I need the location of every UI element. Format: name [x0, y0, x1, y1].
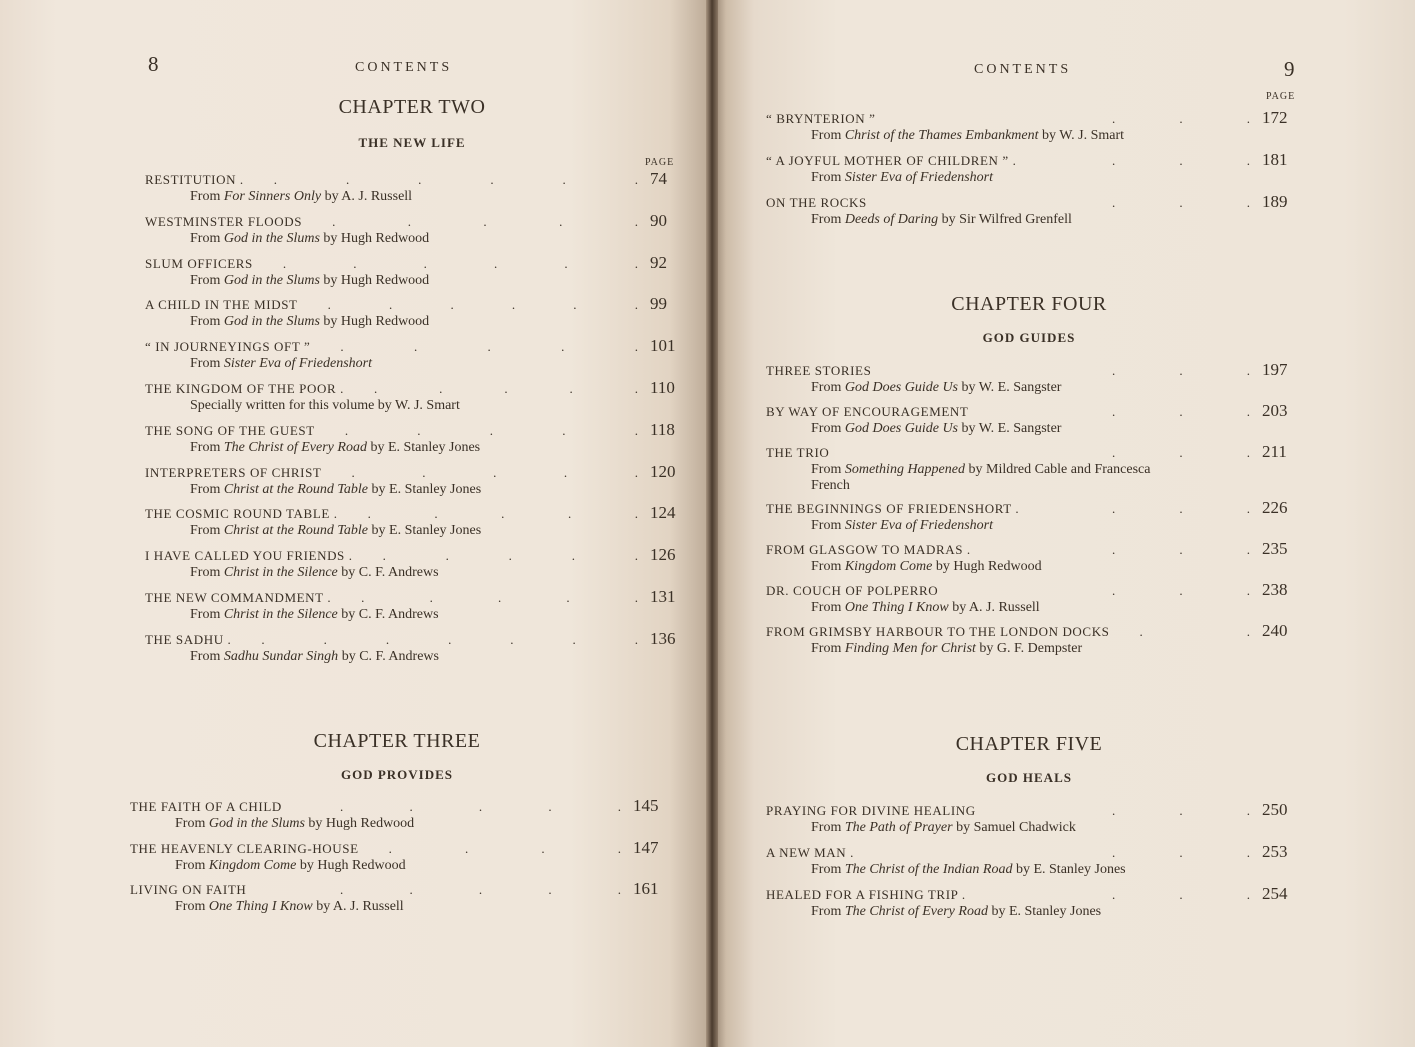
source-author: by E. Stanley Jones: [366, 439, 481, 455]
entry-source: [190, 607, 439, 623]
source-prefix: From: [811, 600, 845, 615]
chapter-title: CHAPTER TWO: [338, 96, 486, 118]
source-work-title: God Does Guide Us: [844, 421, 958, 437]
entry-source: [175, 816, 414, 832]
source-author: by C. F. Andrews: [338, 648, 439, 664]
entry-title: INTERPRETERS OF CHRIST: [145, 464, 322, 480]
entry-title: SLUM OFFICERS: [145, 255, 253, 271]
page-column-label: PAGE: [1266, 91, 1296, 102]
source-author: by C. F. Andrews: [337, 565, 439, 581]
source-author: by Samuel Chadwick: [952, 820, 1076, 835]
entry-page-number: 92: [650, 252, 667, 272]
dot-leader: . . .: [1112, 195, 1250, 210]
dot-leader: . . . . .: [340, 799, 621, 814]
entry-source: [190, 523, 481, 539]
source-author: by Hugh Redwood: [932, 558, 1042, 574]
source-author: by E. Stanley Jones: [368, 481, 482, 497]
dot-leader: . . . . . . .: [261, 631, 638, 647]
entry-page-number: 147: [633, 837, 659, 857]
page-number: 8: [148, 52, 159, 76]
source-work-title: Finding Men for Christ: [844, 641, 976, 657]
dot-leader: . . . . .: [340, 339, 638, 355]
entry-page-number: 110: [650, 378, 675, 397]
source-prefix: From: [190, 565, 224, 581]
dot-leader: . .: [1139, 624, 1250, 640]
dot-leader: . . .: [1112, 500, 1250, 516]
toc-entry: [766, 150, 1296, 193]
entry-source: [811, 128, 1124, 144]
entry-page-number: 254: [1262, 884, 1288, 903]
toc-entry: [145, 336, 676, 379]
toc-entry: [766, 842, 1296, 885]
entry-page-number: 211: [1262, 442, 1287, 462]
entry-page-number: 172: [1262, 108, 1288, 127]
entry-title: THE NEW COMMANDMENT .: [145, 590, 332, 605]
entry-source: [190, 565, 439, 581]
entry-page-number: 120: [650, 461, 676, 481]
toc-entry: [130, 837, 660, 881]
toc-entry: [766, 108, 1296, 151]
dot-leader: . . .: [1112, 111, 1250, 126]
dot-leader: . . . . .: [361, 590, 638, 605]
entry-title: A NEW MAN .: [766, 845, 854, 860]
dot-leader: . . .: [1112, 803, 1250, 818]
entry-title: THE COSMIC ROUND TABLE .: [145, 506, 338, 522]
source-work-title: God in the Slums: [208, 816, 305, 831]
dot-leader: . . .: [1112, 583, 1250, 598]
toc-entry: [145, 545, 676, 588]
source-work-title: Christ in the Silence: [223, 607, 338, 622]
entry-title: THE KINGDOM OF THE POOR .: [145, 381, 344, 396]
source-prefix: From: [811, 128, 845, 143]
dot-leader: . . .: [1112, 541, 1250, 557]
source-author: by E. Stanley Jones: [987, 904, 1102, 919]
toc-entry: [145, 169, 675, 212]
entry-source: [175, 899, 404, 915]
entry-page-number: 90: [650, 210, 667, 230]
toc-entry: [145, 503, 676, 546]
toc-entry: [145, 419, 675, 463]
toc-entry: [766, 192, 1296, 235]
dot-leader: . . .: [1112, 887, 1250, 902]
source-prefix: From: [811, 862, 845, 877]
source-prefix: From: [175, 857, 209, 873]
toc-entry: [145, 587, 676, 630]
source-prefix: From: [190, 230, 224, 246]
toc-entry: [145, 461, 676, 505]
entry-source: [811, 421, 1061, 437]
chapter-title: CHAPTER FOUR: [951, 293, 1107, 315]
toc-entry: [145, 378, 675, 421]
dot-leader: . . .: [1112, 845, 1250, 860]
source-author: by Sir Wilfred Grenfell: [938, 212, 1072, 227]
entry-page-number: 189: [1262, 192, 1288, 211]
entry-page-number: 161: [633, 879, 659, 898]
running-head: CONTENTS: [974, 62, 1072, 77]
entry-title: “ BRYNTERION ”: [766, 111, 876, 126]
book-gutter: [706, 0, 718, 1047]
toc-entry: [766, 800, 1296, 843]
entry-page-number: 131: [650, 587, 676, 606]
entry-title: THE SADHU .: [145, 631, 232, 647]
entry-page-number: 253: [1262, 842, 1288, 861]
dot-leader: . . . . .: [344, 422, 638, 438]
entry-page-number: 181: [1262, 150, 1288, 169]
entry-page-number: 240: [1262, 621, 1288, 641]
source-prefix: From: [190, 356, 224, 372]
source-work-title: Kingdom Come: [208, 857, 297, 873]
source-prefix: From: [811, 517, 845, 533]
chapter-subtitle: GOD GUIDES: [982, 330, 1076, 345]
source-work-title: Christ at the Round Table: [223, 481, 369, 497]
page-column-label: PAGE: [645, 157, 675, 168]
entry-title: FROM GLASGOW TO MADRAS .: [766, 541, 971, 557]
source-author: by W. J. Smart: [1038, 128, 1125, 143]
toc-entry: [145, 628, 676, 672]
entry-source: [190, 356, 372, 372]
entry-title: THE BEGINNINGS OF FRIEDENSHORT .: [766, 500, 1020, 516]
source-work-title: God in the Slums: [223, 314, 320, 330]
entry-source: [190, 231, 429, 247]
source-prefix: From: [811, 820, 845, 835]
entry-source: [190, 649, 439, 665]
entry-source: [811, 559, 1042, 575]
entry-page-number: 238: [1262, 580, 1288, 599]
source-prefix: From: [811, 212, 845, 227]
entry-title: THE FAITH OF A CHILD: [130, 799, 282, 814]
source-work-title: God in the Slums: [223, 230, 320, 246]
source-prefix: From: [811, 904, 845, 919]
source-work-title: Christ in the Silence: [223, 565, 338, 581]
dot-leader: . . . . .: [351, 464, 638, 480]
entry-page-number: 126: [650, 545, 676, 565]
dot-leader: . . .: [1112, 404, 1250, 420]
entry-source: [811, 170, 993, 186]
toc-entry: [766, 884, 1296, 927]
source-work-title: One Thing I Know: [844, 600, 949, 615]
entry-title: RESTITUTION .: [145, 172, 244, 187]
source-prefix: From: [190, 607, 224, 622]
entry-source: [190, 314, 429, 330]
chapter-subtitle: GOD PROVIDES: [340, 767, 454, 782]
source-prefix: From: [190, 439, 224, 455]
chapter-subtitle: THE NEW LIFE: [358, 135, 466, 150]
entry-page-number: 101: [650, 336, 676, 356]
entry-page-number: 118: [650, 419, 675, 439]
source-prefix: From: [175, 816, 209, 831]
entry-source: [811, 600, 1040, 616]
source-author: by C. F. Andrews: [337, 607, 439, 622]
source-work-title: The Christ of Every Road: [844, 904, 988, 919]
entry-page-number: 124: [650, 503, 676, 523]
entry-title: A CHILD IN THE MIDST: [145, 297, 298, 313]
entry-page-number: 99: [650, 294, 667, 314]
source-author: by W. E. Sangster: [958, 421, 1062, 437]
source-prefix: From: [811, 462, 845, 478]
entry-source: [190, 398, 460, 414]
source-prefix: From: [190, 648, 224, 664]
source-work-title: For Sinners Only: [223, 189, 322, 204]
entry-title: THREE STORIES: [766, 363, 872, 378]
right-page: [712, 0, 1415, 1047]
source-prefix: From: [811, 641, 845, 657]
entry-source-continued: French: [811, 478, 850, 494]
source-work-title: Sister Eva of Friedenshort: [844, 517, 993, 533]
source-prefix: From: [190, 523, 224, 539]
entry-page-number: 74: [650, 169, 667, 188]
dot-leader: . . .: [1112, 363, 1250, 378]
dot-leader: . . . . .: [332, 213, 638, 229]
entry-source: [811, 820, 1076, 836]
toc-entry: [130, 879, 660, 922]
toc-entry: [145, 252, 675, 296]
source-work-title: Sister Eva of Friedenshort: [844, 170, 993, 185]
source-prefix: Specially written for this volume by W. J. Smart: [190, 398, 460, 413]
source-author: by A. J. Russell: [312, 899, 404, 914]
source-prefix: From: [811, 170, 845, 185]
toc-entry: [766, 621, 1296, 664]
entry-title: “ IN JOURNEYINGS OFT ”: [145, 339, 311, 355]
source-prefix: From: [190, 272, 224, 288]
source-prefix: From: [175, 899, 209, 914]
toc-entry: [766, 497, 1296, 541]
source-author: by Mildred Cable and Francesca: [965, 462, 1151, 478]
source-work-title: The Christ of Every Road: [223, 439, 367, 455]
dot-leader: . . . . .: [382, 548, 638, 564]
entry-page-number: 250: [1262, 800, 1288, 819]
source-author: by E. Stanley Jones: [368, 523, 482, 539]
dot-leader: . . . .: [388, 840, 621, 856]
source-author: by W. E. Sangster: [958, 380, 1062, 395]
toc-entry: [145, 294, 675, 337]
chapter-title: CHAPTER FIVE: [955, 733, 1103, 755]
entry-title: PRAYING FOR DIVINE HEALING: [766, 803, 976, 818]
dot-leader: . . . . .: [367, 506, 638, 522]
source-author: by Hugh Redwood: [296, 857, 406, 873]
toc-entry: [766, 360, 1296, 403]
source-prefix: From: [811, 421, 845, 437]
entry-source: [811, 641, 1082, 657]
dot-leader: . . . . . .: [327, 297, 638, 313]
dot-leader: . . . . .: [373, 381, 638, 396]
entry-title: LIVING ON FAITH: [130, 882, 247, 897]
source-author: by Hugh Redwood: [319, 272, 430, 288]
dot-leader: . . . . . .: [282, 255, 638, 271]
entry-title: “ A JOYFUL MOTHER OF CHILDREN ” .: [766, 153, 1017, 168]
source-work-title: Christ of the Thames Embankment: [844, 128, 1039, 143]
source-author: by Hugh Redwood: [319, 230, 430, 246]
source-author: by Hugh Redwood: [304, 816, 415, 831]
dot-leader: . . . . . .: [273, 172, 638, 187]
entry-title: HEALED FOR A FISHING TRIP .: [766, 887, 966, 902]
entry-source: [175, 858, 406, 874]
source-prefix: From: [190, 314, 224, 330]
entry-title: BY WAY OF ENCOURAGEMENT: [766, 404, 969, 420]
entry-title: I HAVE CALLED YOU FRIENDS .: [145, 548, 353, 564]
toc-entry: [145, 210, 675, 254]
entry-title: WESTMINSTER FLOODS: [145, 213, 303, 229]
page-number: 9: [1284, 57, 1295, 81]
toc-entry: [766, 580, 1296, 623]
source-prefix: From: [811, 380, 845, 395]
entry-title: THE SONG OF THE GUEST: [145, 422, 315, 438]
entry-title: FROM GRIMSBY HARBOUR TO THE LONDON DOCKS: [766, 624, 1110, 640]
entry-source: [190, 273, 429, 289]
entry-page-number: 197: [1262, 360, 1288, 379]
source-work-title: The Path of Prayer: [844, 820, 953, 835]
toc-entry: [130, 796, 660, 839]
source-work-title: Christ at the Round Table: [223, 523, 369, 539]
toc-entry: [766, 442, 1296, 494]
entry-page-number: 145: [633, 796, 659, 815]
source-author: by E. Stanley Jones: [1012, 862, 1126, 877]
entry-title: DR. COUCH OF POLPERRO: [766, 583, 939, 598]
entry-page-number: 136: [650, 628, 676, 648]
entry-source: [811, 862, 1126, 878]
entry-page-number: 226: [1262, 497, 1288, 517]
running-head: CONTENTS: [355, 60, 453, 75]
source-prefix: From: [811, 558, 845, 574]
chapter-title: CHAPTER THREE: [313, 730, 481, 752]
source-work-title: Something Happened: [844, 462, 965, 478]
entry-page-number: 235: [1262, 538, 1288, 558]
entry-source: [811, 380, 1061, 396]
source-author: by A. J. Russell: [321, 189, 413, 204]
source-prefix: From: [190, 481, 224, 497]
entry-source: [190, 482, 481, 498]
entry-source: [811, 904, 1101, 920]
source-work-title: God in the Slums: [223, 272, 320, 288]
source-work-title: The Christ of the Indian Road: [844, 862, 1013, 877]
entry-page-number: 203: [1262, 401, 1288, 421]
dot-leader: . . .: [1112, 153, 1250, 168]
source-author: by G. F. Dempster: [975, 641, 1083, 657]
chapter-subtitle: GOD HEALS: [986, 770, 1072, 785]
entry-source: [811, 462, 1150, 478]
source-work-title: Sister Eva of Friedenshort: [223, 356, 372, 372]
entry-source: [190, 440, 480, 456]
entry-source: [811, 212, 1072, 228]
entry-source: [811, 518, 993, 534]
source-work-title: God Does Guide Us: [844, 380, 958, 395]
toc-entry: [766, 538, 1296, 582]
toc-entry: [766, 401, 1296, 444]
entry-title: THE TRIO: [766, 445, 830, 461]
entry-source: [190, 189, 412, 205]
dot-leader: . . .: [1112, 445, 1250, 461]
source-work-title: Kingdom Come: [844, 558, 933, 574]
source-work-title: Deeds of Daring: [844, 212, 939, 227]
source-author: by Hugh Redwood: [319, 314, 430, 330]
entry-title: THE HEAVENLY CLEARING-HOUSE: [130, 840, 359, 856]
source-author: by A. J. Russell: [948, 600, 1040, 615]
source-work-title: One Thing I Know: [208, 899, 313, 914]
dot-leader: . . . . .: [340, 882, 621, 897]
source-work-title: Sadhu Sundar Singh: [223, 648, 339, 664]
source-prefix: From: [190, 189, 224, 204]
entry-title: ON THE ROCKS: [766, 195, 867, 210]
